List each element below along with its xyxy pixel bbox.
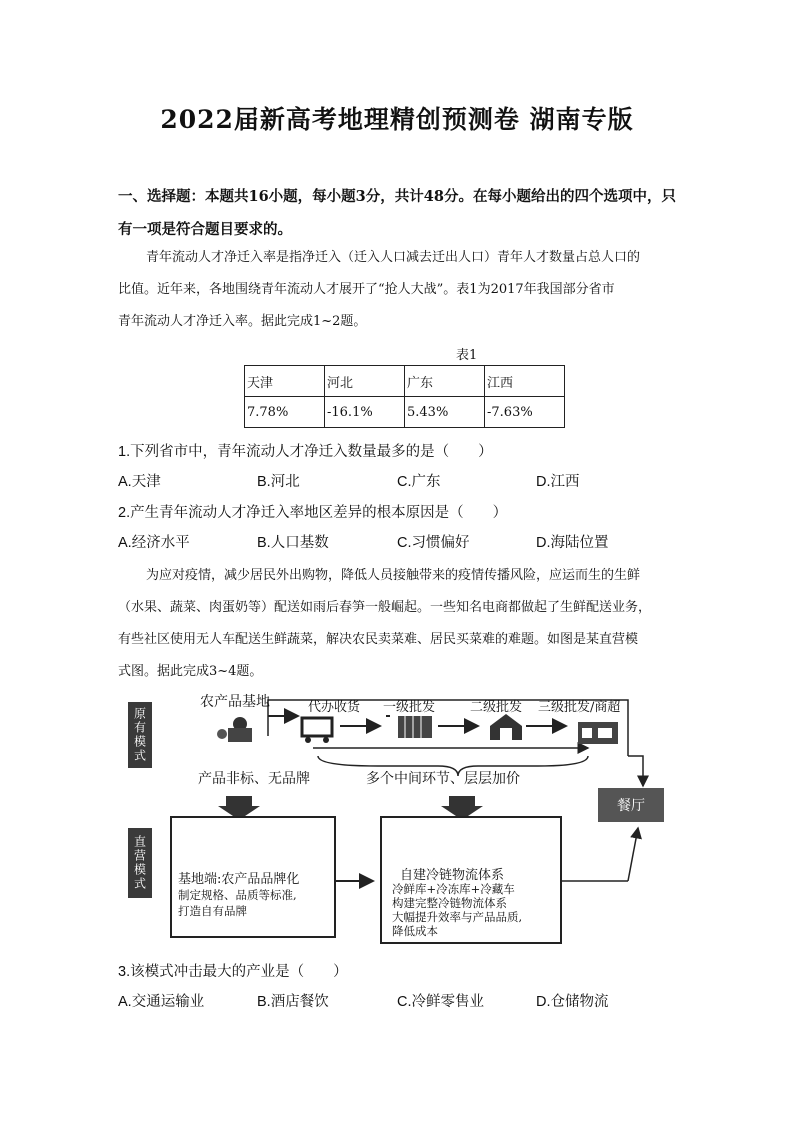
table-header-cell: 天津	[245, 366, 325, 397]
nonstandard-label: 产品非标、无品牌	[198, 771, 310, 787]
q1-option-a[interactable]: A.天津	[118, 474, 161, 490]
passage1-line-2: 比值。近年来，各地围绕青年流动人才展开了“抢人大战”。表1为2017年我国部分省市	[118, 282, 615, 297]
table-cell: -16.1%	[325, 397, 405, 428]
q3-option-b[interactable]: B.酒店餐饮	[257, 994, 329, 1010]
q2-option-d[interactable]: D.海陆位置	[536, 535, 609, 551]
section-line-1: 一、选择题：本题共16小题，每小题3分，共计48分。在每小题给出的四个选项中，只	[118, 188, 676, 205]
restaurant-box: 餐厅	[598, 788, 664, 822]
question-2-stem: 2.产生青年流动人才净迁入率地区差异的根本原因是（ ）	[118, 505, 508, 521]
table-header-cell: 广东	[405, 366, 485, 397]
question-1-stem: 1.下列省市中，青年流动人才净迁入数量最多的是（ ）	[118, 444, 493, 460]
passage1-line-3: 青年流动人才净迁入率。据此完成1~2题。	[118, 314, 367, 329]
section-heading	[118, 180, 683, 246]
farm-base-label: 农产品基地	[200, 694, 270, 710]
cold-chain-line-2: 构建完整冷链物流体系	[392, 896, 507, 910]
passage1-line-1: 青年流动人才净迁入率是指净迁入（迁入人口减去迁出人口）青年人才数量占总人口的	[146, 250, 641, 265]
original-mode-label: 原有模式	[128, 702, 152, 768]
agent-label: 代办收货	[308, 700, 361, 715]
table-cell: -7.63%	[485, 397, 565, 428]
table-cell: 7.78%	[245, 397, 325, 428]
truck-icon	[302, 718, 332, 743]
markup-label: 多个中间环节、层层加价	[366, 771, 520, 787]
brand-box-line-1: 制定规格、品质等标准,	[178, 888, 297, 902]
passage2-line-3: 有些社区使用无人车配送生鲜蔬菜，解决农民卖菜难、居民买菜难的难题。如图是某直营模	[118, 632, 639, 647]
warehouse-icon	[398, 716, 432, 738]
cold-chain-line-3: 大幅提升效率与产品品质,	[392, 910, 523, 924]
q1-option-d[interactable]: D.江西	[536, 474, 580, 490]
cold-chain-line-4: 降低成本	[392, 924, 438, 938]
level3-label: 三级批发/商超	[538, 700, 621, 715]
passage-2	[118, 560, 683, 688]
q3-option-d[interactable]: D.仓储物流	[536, 994, 609, 1010]
passage-1	[118, 242, 683, 338]
level1-label: 一级批发	[383, 700, 436, 715]
cold-chain-box	[380, 816, 562, 944]
table-row	[245, 397, 565, 428]
arrow-to-restaurant-2	[628, 828, 638, 881]
passage2-line-1: 为应对疫情，减少居民外出购物，降低人员接触带来的疫情传播风险，应运而生的生鲜	[146, 568, 641, 583]
table-caption: 表1	[456, 348, 478, 363]
page-title: 2022届新高考地理精创预测卷 湖南专版	[160, 105, 634, 134]
barn-icon	[490, 714, 522, 740]
q2-option-c[interactable]: C.习惯偏好	[397, 535, 470, 551]
table-header-cell: 河北	[325, 366, 405, 397]
cold-chain-line-1: 冷鲜库+冷冻库+冷藏车	[392, 882, 515, 896]
passage2-line-2: （水果、蔬菜、肉蛋奶等）配送如雨后春笋一般崛起。一些知名电商都做起了生鲜配送业务，	[118, 600, 652, 615]
direct-sale-diagram	[118, 688, 683, 948]
table-cell: 5.43%	[405, 397, 485, 428]
brand-box-line-2: 打造自有品牌	[178, 904, 247, 918]
q2-option-b[interactable]: B.人口基数	[257, 535, 329, 551]
arrow-to-restaurant	[628, 756, 643, 786]
question-3-stem: 3.该模式冲击最大的产业是（ ）	[118, 964, 348, 980]
q2-option-a[interactable]: A.经济水平	[118, 535, 190, 551]
farm-icon	[217, 717, 252, 742]
passage2-line-4: 式图。据此完成3~4题。	[118, 664, 263, 679]
brand-box	[170, 816, 336, 938]
table-header-cell: 江西	[485, 366, 565, 397]
migration-table	[244, 365, 565, 428]
q1-option-b[interactable]: B.河北	[257, 474, 300, 490]
q3-option-c[interactable]: C.冷鲜零售业	[397, 994, 484, 1010]
brand-box-title: 基地端:农产品品牌化	[178, 872, 300, 887]
q3-option-a[interactable]: A.交通运输业	[118, 994, 205, 1010]
cold-chain-box-title: 自建冷链物流体系	[400, 868, 505, 883]
direct-mode-label: 直营模式	[128, 828, 152, 898]
table-header-row	[245, 366, 565, 397]
level2-label: 二级批发	[470, 700, 523, 715]
q1-option-c[interactable]: C.广东	[397, 474, 441, 490]
store-icon	[578, 722, 618, 744]
section-line-2: 有一项是符合题目要求的。	[118, 221, 292, 238]
